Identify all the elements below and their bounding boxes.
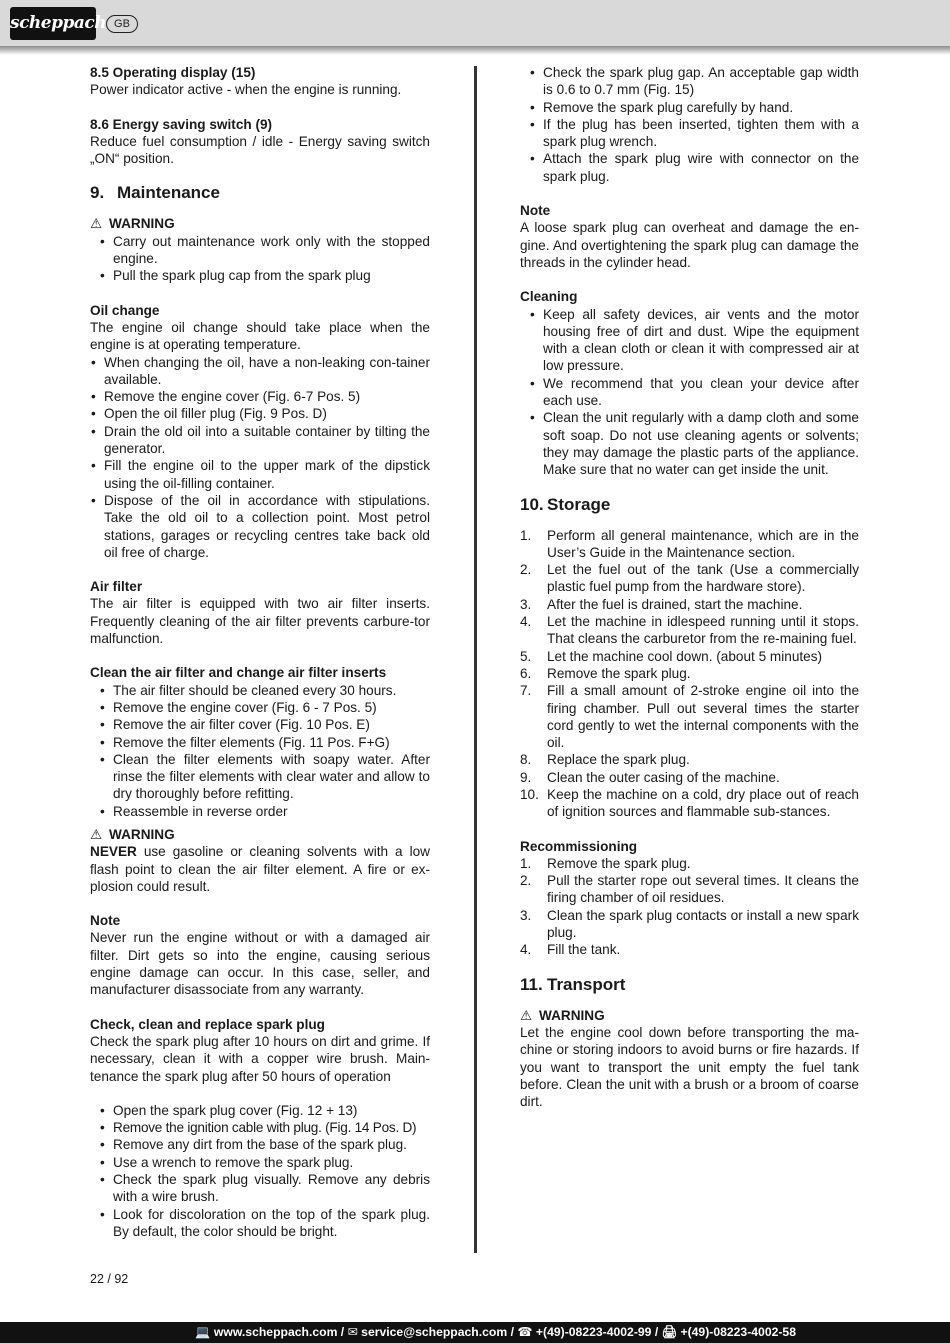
storage-heading [520,495,859,515]
list-item: • Remove the air filter cover (Fig. 10 Pos. E) [90,716,430,733]
note-text: A loose spark plug can overheat and damage the en-gine. And overtightening the spark plug can damage the threads in the cylinder head. [520,220,859,270]
list-item: • Remove the engine cover (Fig. 6-7 Pos. 5) [90,388,430,405]
left-column [90,64,430,1240]
item-text: Perform all general maintenance, which are in the User’s Guide in the Maintenance section. [547,527,859,560]
note-title: Note [90,913,121,929]
note-text: Never run the engine without or with a damaged air filter. Dirt gets so into the engine, causing serious engine damage can occur. In this case, seller, and manufacturer disassociate from any warranty. [90,930,430,998]
recommissioning-title: Recommissioning [520,838,638,854]
warning-text [90,843,430,895]
item-text: Clean the outer casing of the machine. [547,769,780,785]
warning-heading [520,1007,859,1024]
item-text: Fill a small amount of 2-stroke engine oil into the firing chamber. Pull out several times the starter cord gently to wet the internal components with the oil. [547,683,859,751]
list-item: • Remove the ignition cable with plug. (Fig. 14 Pos. D) [90,1119,430,1136]
spark-plug-list-continued [520,64,859,185]
air-filter-text: The air filter is equipped with two air filter inserts. Frequently cleaning of the air filter prevents carbure-tor malfunction. [90,596,430,647]
list-item: • Remove the spark plug carefully by hand. [520,99,859,116]
item-text: Remove the spark plug. [547,855,691,871]
item-number: 2. [520,873,532,889]
maintenance-heading [90,183,430,203]
list-item [520,941,859,958]
storage-list [520,527,859,821]
list-item: • We recommend that you clean your device after each use. [520,375,859,410]
list-item [520,682,859,751]
item-text: Remove the spark plug. [547,665,691,681]
list-item: • Pull the spark plug cap from the spark plug [90,267,430,284]
transport-title: Transport [547,974,626,994]
item-number: 7. [520,683,532,699]
transport-heading [520,975,859,995]
warning-label: WARNING [109,216,175,232]
cleaning-title: Cleaning [520,289,578,305]
list-item: • Use a wrench to remove the spark plug. [90,1154,430,1171]
item-number: 4. [520,942,532,958]
never-emphasis: NEVER [90,844,137,860]
column-divider [474,66,477,1253]
item-number: 1. [520,527,532,543]
item-text: Clean the spark plug contacts or install a new spark plug. [547,907,859,941]
list-item [520,561,859,596]
cleaning-list [520,306,859,479]
storage-title: Storage [547,494,611,514]
warning-heading [90,826,430,843]
maintenance-title: Maintenance [117,183,220,203]
list-item [520,596,859,613]
warning-heading [90,215,430,232]
list-item [520,907,859,942]
list-item: • Attach the spark plug wire with connector on the spark plug. [520,150,859,185]
warning-icon: ⚠ [90,216,103,232]
storage-number: 10. [520,494,544,514]
warning-label: WARNING [109,826,175,842]
oil-change-title: Oil change [90,302,160,318]
item-text: Let the fuel out of the tank (Use a commercially plastic fuel pump from the hardware store). [547,562,859,595]
item-number: 2. [520,562,532,578]
spark-plug-text: Check the spark plug after 10 hours on dirt and grime. If necessary, clean it with a copper wire brush. Main-tenance the spark plug after 50 hours of operation [90,1033,430,1084]
list-item: • Check the spark plug visually. Remove any debris with a wire brush. [90,1171,430,1206]
right-column [520,64,859,1110]
recommissioning-list [520,855,859,959]
list-item: • Remove the filter elements (Fig. 11 Pos. F+G) [90,734,430,751]
item-number: 3. [520,596,532,612]
list-item: • Dispose of the oil in accordance with stipulations. Take the old oil to a collection point. Most petrol stations, garages or recycling centres take back old oil free of charge. [90,492,430,561]
list-item [520,648,859,665]
item-text: Let the machine in idlespeed running until it stops. That cleans the carburetor from the re-maining fuel. [547,614,859,647]
oil-change-text: The engine oil change should take place when the engine is at operating temperature. [90,319,430,353]
warning-icon: ⚠ [90,826,103,842]
brand-logo: scheppach [10,7,96,40]
page-footer: 💻 www.scheppach.com / ✉ service@scheppach.com / ☎ +(49)-08223-4002-99 / 🖨 +(49)-08223-4002-58 [0,1322,950,1343]
item-number: 10. [520,786,539,802]
item-text: Fill the tank. [547,942,621,958]
list-item: • Open the oil filler plug (Fig. 9 Pos. D) [90,405,430,422]
list-item: • Check the spark plug gap. An acceptable gap width is 0.6 to 0.7 mm (Fig. 15) [520,64,859,99]
list-item: • Carry out maintenance work only with the stopped engine. [90,233,430,268]
list-item [520,855,859,872]
list-item: • Reassemble in reverse order [90,803,430,820]
oil-change-list [90,354,430,562]
section-8-6-title: 8.6 Energy saving switch (9) [90,116,273,132]
spark-plug-list [90,1102,430,1240]
item-number: 4. [520,614,532,630]
warning-list [90,233,430,285]
warning-icon: ⚠ [520,1007,533,1023]
section-8-6-text: Reduce fuel consumption / idle - Energy saving switch „ON“ position. [90,133,430,167]
list-item: • The air filter should be cleaned every 30 hours. [90,682,430,699]
item-text: After the fuel is drained, start the machine. [547,596,803,612]
list-item [520,665,859,682]
item-number: 3. [520,907,532,923]
list-item: • Keep all safety devices, air vents and the motor housing free of dirt and dust. Wipe the equipment with a clean cloth or clean it with compressed air at low pressure. [520,306,859,375]
spark-plug-title: Check, clean and replace spark plug [90,1016,325,1032]
item-text: Pull the starter rope out several times. It cleans the firing chamber of oil residues. [547,873,859,906]
list-item: • Remove the engine cover (Fig. 6 - 7 Pos. 5) [90,699,430,716]
item-number: 8. [520,752,532,768]
list-item [520,786,859,821]
item-text: Let the machine cool down. (about 5 minutes) [547,648,823,664]
list-item [520,769,859,786]
transport-text: Let the engine cool down before transporting the ma-chine or storing indoors to avoid burns or fire hazards. If you want to transport the unit empty the fuel tank before. Clean the unit with a brush or a broom of coarse dirt. [520,1024,859,1110]
section-8-5-text: Power indicator active - when the engine is running. [90,82,402,98]
page-header [0,0,950,46]
list-item: • Look for discoloration on the top of the spark plug. By default, the color should be bright. [90,1206,430,1241]
transport-number: 11. [520,974,543,994]
item-text: Keep the machine on a cold, dry place out of reach of ignition sources and flammable sub-stances. [547,786,859,820]
list-item: • Open the spark plug cover (Fig. 12 + 13) [90,1102,430,1119]
item-text: Replace the spark plug. [547,752,690,768]
item-number: 5. [520,648,532,664]
section-8-5-title: 8.5 Operating display (15) [90,65,256,80]
clean-air-filter-list [90,682,430,820]
list-item: • Drain the old oil into a suitable container by tilting the generator. [90,423,430,458]
warning-label: WARNING [539,1007,605,1023]
maintenance-number: 9. [90,183,105,203]
list-item [520,527,859,562]
list-item [520,751,859,768]
item-number: 6. [520,665,532,681]
list-item [520,613,859,648]
page-number: 22 / 92 [90,1272,129,1286]
list-item: • Fill the engine oil to the upper mark of the dipstick using the oil-filling container. [90,457,430,492]
item-number: 9. [520,769,532,785]
note-title: Note [520,203,551,219]
item-number: 1. [520,855,532,871]
list-item: • Remove any dirt from the base of the spark plug. [90,1136,430,1153]
header-shadow [0,46,950,55]
list-item: • If the plug has been inserted, tighten them with a spark plug wrench. [520,116,859,151]
clean-air-filter-title: Clean the air filter and change air filter inserts [90,665,387,681]
list-item: • Clean the unit regularly with a damp cloth and some soft soap. Do not use cleaning agents or solvents; they may damage the plastic parts of the appliance. Make sure that no water can get inside the unit. [520,409,859,478]
list-item: • Clean the filter elements with soapy water. After rinse the filter elements with clear water and allow to dry thoroughly before refitting. [90,751,430,803]
warning-body: use gasoline or cleaning solvents with a low flash point to clean the air filter element. A fire or ex-plosion could result. [90,844,430,894]
air-filter-title: Air filter [90,579,143,595]
list-item: • When changing the oil, have a non-leaking con-tainer available. [90,354,430,389]
language-badge: GB [106,15,138,33]
list-item [520,872,859,907]
